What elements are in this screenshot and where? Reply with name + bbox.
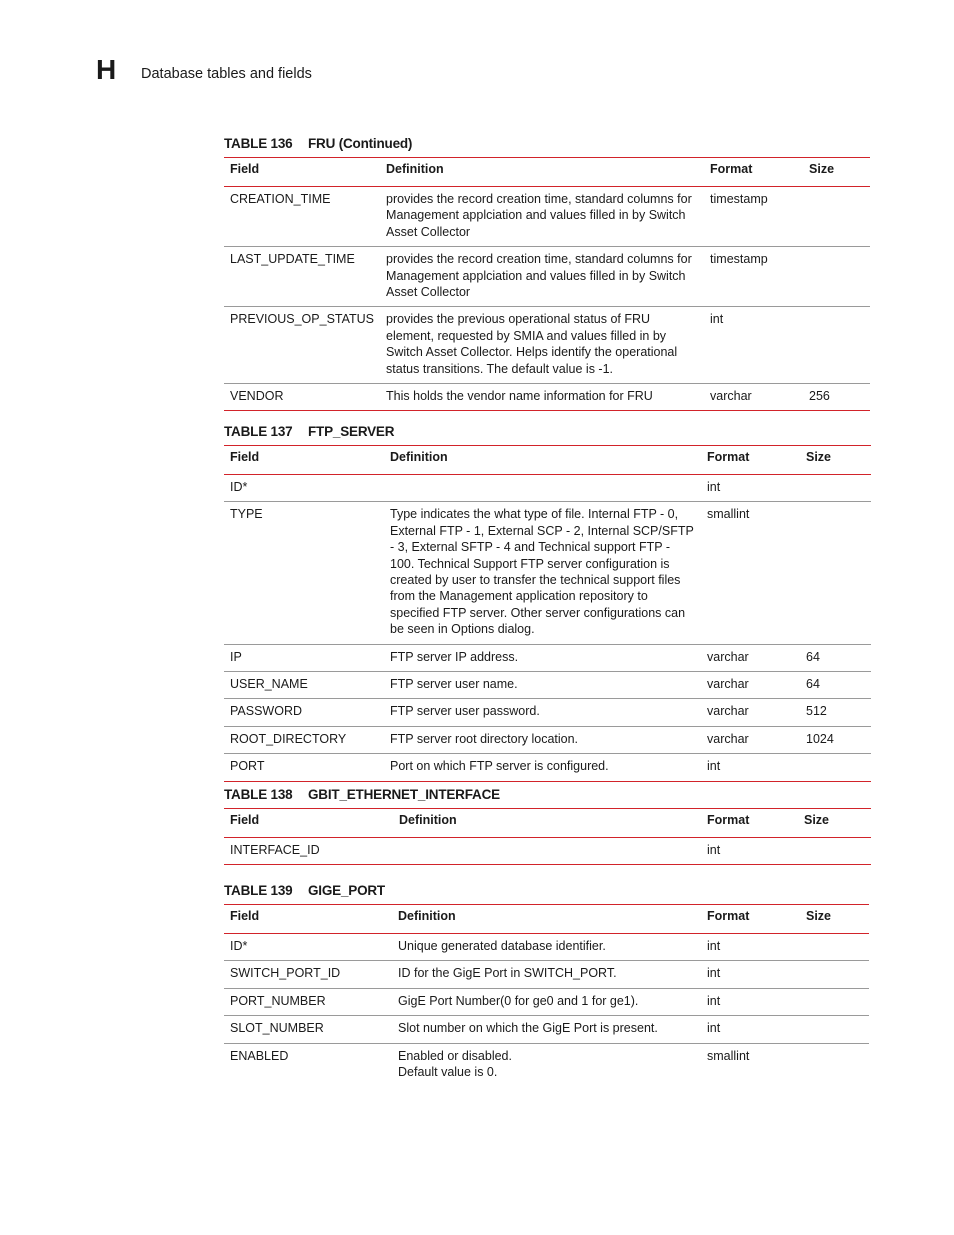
cell-format: varchar xyxy=(707,649,749,664)
column-header-size: Size xyxy=(809,162,835,176)
table-137-caption xyxy=(224,424,394,439)
table-row xyxy=(224,699,871,726)
cell-definition xyxy=(384,475,701,502)
cell-format: timestamp xyxy=(710,252,768,267)
table-row xyxy=(224,838,871,865)
table-row xyxy=(224,726,871,753)
table-title: GBIT_ETHERNET_INTERFACE xyxy=(308,787,500,802)
cell-definition: FTP server user name. xyxy=(390,677,518,692)
cell-format: int xyxy=(707,1021,721,1036)
table-row xyxy=(224,187,870,247)
column-header-format: Format xyxy=(710,162,753,176)
cell-format: varchar xyxy=(707,677,749,692)
column-header-format: Format xyxy=(707,909,750,923)
table-139 xyxy=(224,904,869,1086)
table-header-row xyxy=(224,905,869,934)
table-row xyxy=(224,961,869,988)
cell-format: varchar xyxy=(707,731,749,746)
cell-size xyxy=(803,247,870,307)
cell-format: int xyxy=(707,966,721,981)
column-header-definition: Definition xyxy=(399,813,457,827)
chapter-title: Database tables and fields xyxy=(141,66,312,82)
cell-definition: GigE Port Number(0 for ge0 and 1 for ge1). xyxy=(398,993,639,1008)
cell-field: PASSWORD xyxy=(230,704,302,719)
cell-size: 64 xyxy=(806,649,820,664)
cell-format: int xyxy=(707,480,721,494)
table-row xyxy=(224,307,870,384)
table-header-row xyxy=(224,809,871,838)
cell-definition: Enabled or disabled. Default value is 0. xyxy=(398,1048,512,1080)
table-136 xyxy=(224,157,870,411)
cell-format: int xyxy=(707,993,721,1008)
cell-size xyxy=(800,1043,869,1086)
table-137 xyxy=(224,445,871,782)
table-136-caption xyxy=(224,136,412,151)
table-row xyxy=(224,384,870,411)
cell-size xyxy=(798,838,871,865)
column-header-size: Size xyxy=(806,450,832,464)
cell-format: int xyxy=(707,939,721,953)
cell-field: PREVIOUS_OP_STATUS xyxy=(230,312,375,327)
table-row xyxy=(224,1016,869,1043)
column-header-field: Field xyxy=(230,162,260,176)
table-row xyxy=(224,475,871,502)
cell-size xyxy=(800,754,871,781)
cell-definition: provides the previous operational status of FRU element, requested by SMIA and values filled in by Switch Asset Collector. Helps identify the operational status transitions. The default value is -1. xyxy=(386,312,678,376)
cell-size: 64 xyxy=(806,677,820,692)
cell-definition: Port on which FTP server is configured. xyxy=(390,759,609,774)
table-row xyxy=(224,988,869,1015)
table-title: GIGE_PORT xyxy=(308,883,385,898)
table-row xyxy=(224,502,871,644)
table-title: FTP_SERVER xyxy=(308,424,395,439)
cell-definition: Slot number on which the GigE Port is present. xyxy=(398,1021,658,1036)
column-header-size: Size xyxy=(804,813,830,827)
cell-field: LAST_UPDATE_TIME xyxy=(230,252,355,267)
column-header-size: Size xyxy=(806,909,832,923)
table-row xyxy=(224,1043,869,1086)
cell-field: PORT_NUMBER xyxy=(230,993,326,1008)
table-number: TABLE 138 xyxy=(224,787,293,802)
column-header-field: Field xyxy=(230,813,260,827)
cell-size xyxy=(800,502,871,644)
cell-size xyxy=(803,307,870,384)
table-header-row xyxy=(224,446,871,475)
table-138 xyxy=(224,808,871,865)
cell-size xyxy=(800,475,871,502)
table-139-caption xyxy=(224,883,385,898)
column-header-definition: Definition xyxy=(386,162,444,176)
cell-size: 1024 xyxy=(806,731,834,746)
cell-size xyxy=(800,988,869,1015)
cell-field: ROOT_DIRECTORY xyxy=(230,731,347,746)
cell-field: VENDOR xyxy=(230,389,284,404)
cell-definition: FTP server root directory location. xyxy=(390,731,579,746)
cell-field: CREATION_TIME xyxy=(230,192,331,206)
cell-size: 512 xyxy=(806,704,827,719)
cell-definition: This holds the vendor name information for FRU xyxy=(386,389,653,404)
column-header-definition: Definition xyxy=(398,909,456,923)
cell-size xyxy=(800,934,869,961)
cell-format: int xyxy=(710,312,724,327)
column-header-field: Field xyxy=(230,909,260,923)
cell-definition: FTP server user password. xyxy=(390,704,540,719)
chapter-letter: H xyxy=(96,54,117,85)
cell-field: SLOT_NUMBER xyxy=(230,1021,324,1036)
cell-field: TYPE xyxy=(230,507,263,522)
cell-definition: Unique generated database identifier. xyxy=(398,939,606,953)
cell-definition: provides the record creation time, standard columns for Management applciation and values filled in by Switch Asset Collector xyxy=(386,192,692,239)
cell-definition: FTP server IP address. xyxy=(390,649,519,664)
cell-field: IP xyxy=(230,649,242,664)
cell-format: varchar xyxy=(707,704,749,719)
cell-format: timestamp xyxy=(710,192,768,206)
cell-field: ID* xyxy=(230,480,248,494)
table-row xyxy=(224,644,871,671)
table-number: TABLE 139 xyxy=(224,883,293,898)
cell-field: INTERFACE_ID xyxy=(230,843,320,857)
table-row xyxy=(224,754,871,781)
table-row xyxy=(224,672,871,699)
table-row xyxy=(224,247,870,307)
cell-field: USER_NAME xyxy=(230,677,308,692)
table-header-row xyxy=(224,158,870,187)
cell-size xyxy=(800,961,869,988)
cell-field: SWITCH_PORT_ID xyxy=(230,966,341,981)
cell-format: smallint xyxy=(707,507,750,522)
cell-definition: provides the record creation time, standard columns for Management applciation and values filled in by Switch Asset Collector xyxy=(386,252,692,300)
cell-size xyxy=(800,1016,869,1043)
cell-field: ENABLED xyxy=(230,1048,289,1063)
table-title: FRU (Continued) xyxy=(308,136,413,151)
column-header-format: Format xyxy=(707,813,750,827)
table-138-caption xyxy=(224,787,500,802)
cell-format: int xyxy=(707,843,721,857)
cell-definition xyxy=(393,838,701,865)
table-row xyxy=(224,934,869,961)
cell-field: ID* xyxy=(230,939,248,953)
column-header-definition: Definition xyxy=(390,450,448,464)
column-header-format: Format xyxy=(707,450,750,464)
cell-size xyxy=(803,187,870,247)
cell-definition: Type indicates the what type of file. Internal FTP - 0, External FTP - 1, External SCP - 2, Internal SCP/SFTP - 3, External SFTP - 4 and Technical support FTP - 100. Technical Support FTP server configuration is created by user to transfer the technical support files from the Management application repository to specified FTP server. Other server configurations can be seen in Options dialog. xyxy=(390,507,694,637)
cell-format: smallint xyxy=(707,1048,750,1063)
cell-definition: ID for the GigE Port in SWITCH_PORT. xyxy=(398,966,617,981)
table-number: TABLE 137 xyxy=(224,424,293,439)
table-number: TABLE 136 xyxy=(224,136,293,151)
cell-field: PORT xyxy=(230,759,265,774)
cell-format: varchar xyxy=(710,389,752,404)
column-header-field: Field xyxy=(230,450,260,464)
cell-size: 256 xyxy=(809,389,830,404)
cell-format: int xyxy=(707,759,721,774)
